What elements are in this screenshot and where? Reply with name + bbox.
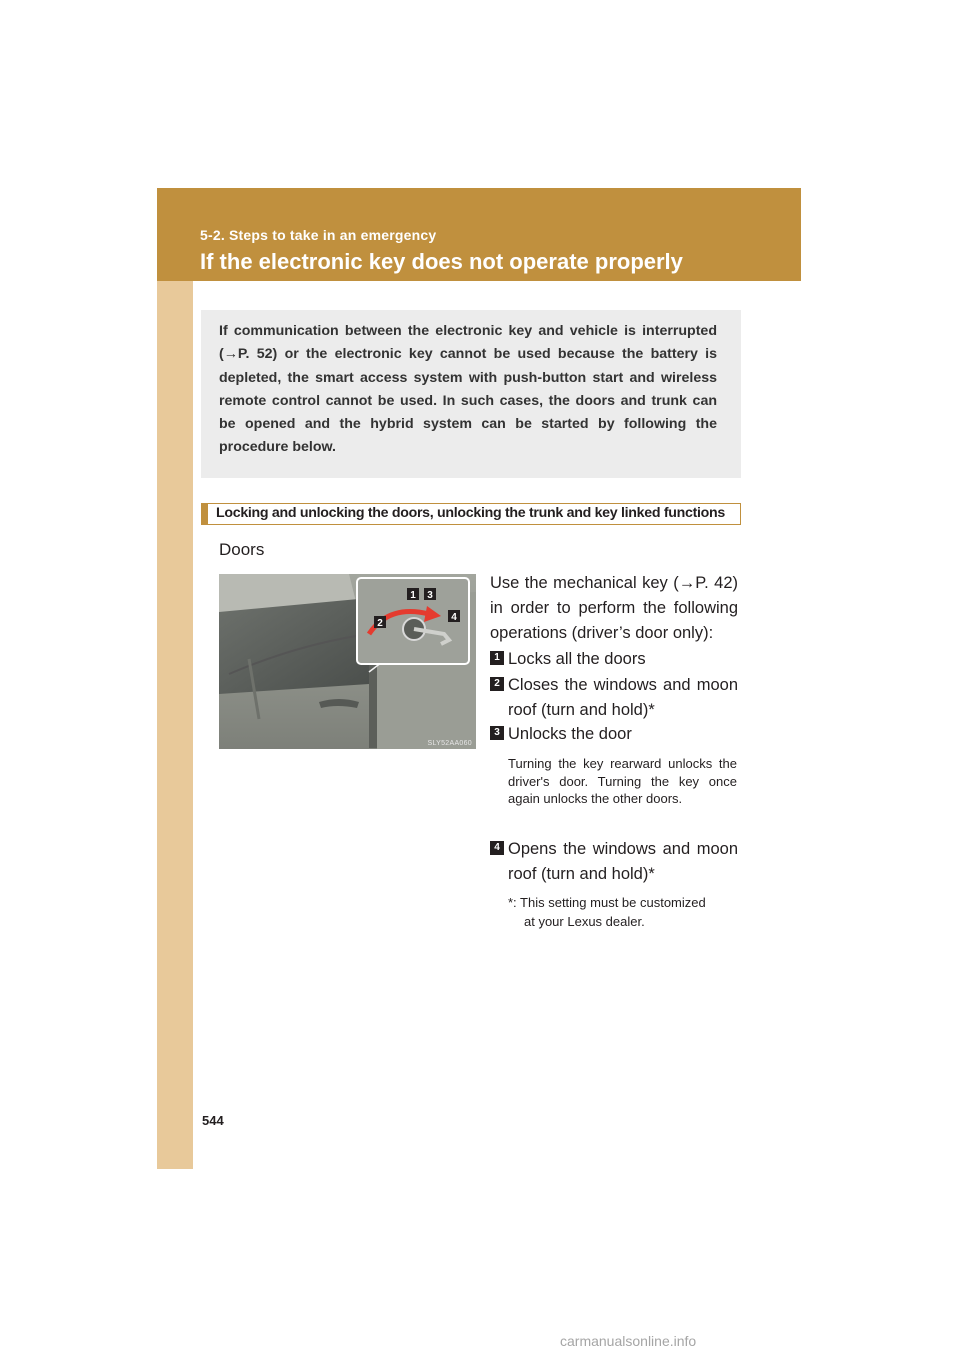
page-title: If the electronic key does not operate properly (200, 249, 683, 274)
list-number-3: 3 (490, 726, 504, 740)
callout-2-label: 2 (377, 618, 383, 629)
doors-heading: Doors (219, 540, 265, 559)
list-number-2: 2 (490, 677, 504, 691)
footnote-line-1: *: This setting must be customized (508, 895, 706, 910)
unlock-note: Turning the key rearward unlocks the driver's door. Turning the key once again unlocks the other doors. (508, 756, 737, 806)
list-label-open-windows: Opens the windows and moon roof (turn and hold)* (508, 840, 738, 883)
callout-3-label: 3 (427, 590, 433, 601)
figure-code: SLY52AA060 (427, 740, 472, 747)
door-key-illustration (219, 574, 476, 749)
list-label-unlock: Unlocks the door (508, 725, 632, 743)
list-label-close-windows: Closes the windows and moon roof (turn and hold)* (508, 676, 738, 719)
callout-4-label: 4 (451, 612, 457, 623)
list-number-1: 1 (490, 651, 504, 665)
door-illustration-svg (219, 574, 476, 749)
page-number: 544 (202, 1113, 224, 1128)
section-header (201, 503, 741, 525)
footnote-line-2: at your Lexus dealer. (524, 914, 645, 929)
intro-text: If communication between the electronic key and vehicle is interrupted (→P. 52) or the electronic key cannot be used because the battery is depleted, the smart access system with push-button start and wireless remote control cannot be used. In such cases, the doors and trunk can be opened and the hybrid system can be started by following the procedure below. (219, 323, 717, 456)
section-title: Locking and unlocking the doors, unlocking the trunk and key linked functions (216, 505, 725, 521)
section-accent (202, 504, 208, 524)
list-label-lock: Locks all the doors (508, 650, 646, 668)
side-strip (157, 188, 193, 1169)
watermark: carmanualsonline.info (560, 1333, 697, 1349)
list-number-4: 4 (490, 841, 504, 855)
breadcrumb: 5-2. Steps to take in an emergency (200, 227, 437, 243)
callout-1-label: 1 (410, 590, 416, 601)
doors-lead-text: Use the mechanical key (→P. 42) in order to perform the following operations (driver’s door only): (490, 574, 738, 642)
footnote (508, 893, 737, 931)
